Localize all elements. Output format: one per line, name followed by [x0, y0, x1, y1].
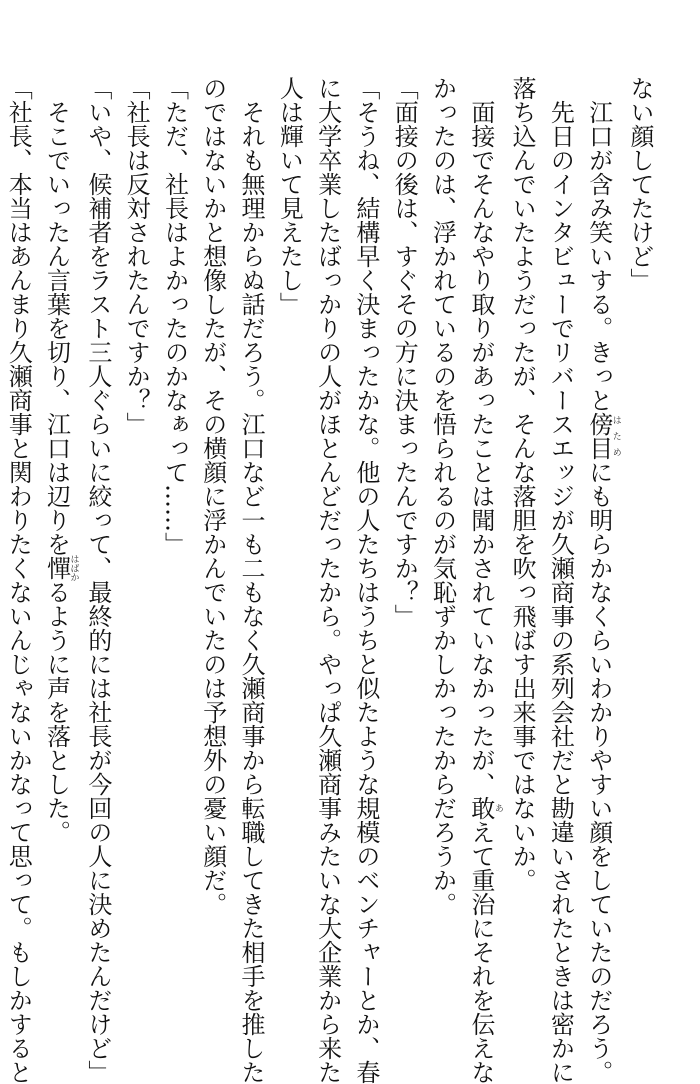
vertical-text-body [0, 76, 659, 1084]
text-line: 「そうね、結構早く決まったかな。他の人たちはうちと似たような規模のベンチャーとか、春 [351, 76, 380, 1084]
ruby-word [584, 412, 621, 460]
text-line: 「社長は反対されたんですか？」 [122, 76, 151, 436]
text-line: 「ただ、社長はよかったのかなぁって……」 [160, 76, 189, 556]
text-line: 先日のインタビューでリバースエッジが久瀬商事の系列会社だと勘違いされたときは密かに [546, 76, 575, 1084]
text-line: 落ち込んでいたようだったが、そんな落胆を吹っ飛ばす出来事ではないか。 [508, 76, 537, 892]
ruby-reading: はため [610, 412, 621, 460]
text-line: かったのは、浮かれているのを悟られるのが気恥ずかしかったからだろうか。 [428, 76, 457, 916]
text-line: 「社長、本当はあんまり久瀬商事と関わりたくないんじゃないかなって思って。もしかすると [4, 76, 33, 1084]
text-segment: そこでいったん言葉を切り、江口は辺りを [42, 76, 71, 556]
ruby-base: 敢 [466, 796, 495, 820]
text-segment: 江口が含み笑いする。きっと [584, 76, 613, 412]
text-line: ない顔してたけど」 [626, 76, 654, 292]
ruby-word [42, 554, 79, 582]
ruby-word [466, 796, 503, 820]
text-line [37, 76, 78, 976]
ruby-reading: はばか [68, 554, 79, 582]
text-segment: 面接でそんなやり取りがあったことは聞かされていなかったが、 [466, 76, 495, 796]
text-line: のではないかと想像したが、その横顔に浮かんでいたのは予想外の憂い顔だ。 [198, 76, 227, 916]
text-segment: にも明らかなくらいわかりやすい顔をしていたのだろう。 [584, 460, 613, 1084]
text-line: 「いや、候補者をラスト三人ぐらいに絞って、最終的には社長が今回の人に決めたんだけど」 [83, 76, 112, 1084]
text-segment: るように声を落とした。 [42, 580, 71, 844]
text-line [579, 76, 621, 1084]
text-line: 「面接の後は、すぐその方に決まったんですか？」 [390, 76, 419, 628]
text-line: に大学卒業したばっかりの人がほとんどだったから。やっぱ久瀬商事みたいな大企業から来た [313, 76, 342, 1084]
ruby-base: 傍目 [584, 412, 613, 460]
text-segment: えて重治にそれを伝えな [466, 820, 495, 1084]
text-line: 人は輝いて見えたし」 [275, 76, 304, 316]
ruby-base: 憚 [42, 554, 71, 582]
text-line: それも無理からぬ話だろう。江口など一も二もなく久瀬商事から転職してきた相手を推した [237, 76, 266, 1084]
ruby-reading: あ [492, 796, 503, 820]
text-line [462, 76, 503, 1084]
